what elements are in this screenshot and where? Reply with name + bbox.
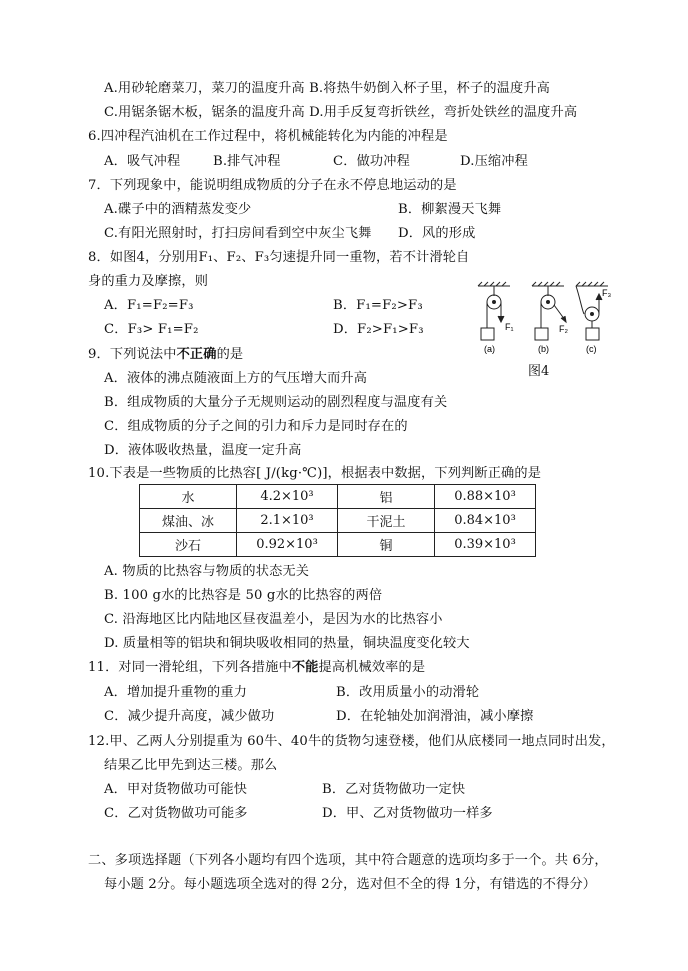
q11-option-b: B．改用质量小的动滑轮 <box>336 685 480 700</box>
table-cell: 0.88×10³ <box>435 485 536 509</box>
table-cell: 0.84×10³ <box>435 509 536 533</box>
q8-option-d: D．F₂>F₁>F₃ <box>333 322 424 337</box>
q12-option-c: C．乙对货物做功可能多 <box>104 806 248 821</box>
q7-stem: 7．下列现象中，能说明组成物质的分子在永不停息地运动的是 <box>88 178 457 193</box>
table-cell: 2.1×10³ <box>237 509 338 533</box>
specific-heat-table <box>139 484 536 557</box>
q10-stem: 10.下表是一些物质的比热容[ J/(kg·℃)]，根据表中数据，下列判断正确的是 <box>88 466 542 481</box>
pulley-c <box>576 286 602 340</box>
q8-option-c: C．F₃> F₁=F₂ <box>104 322 199 337</box>
table-cell: 铝 <box>338 485 435 509</box>
q9-stem-emphasis: 不正确 <box>176 347 217 362</box>
q6-option-b: B.排气冲程 <box>213 154 281 169</box>
q8-stem-line1: 8．如图4，分别用F₁、F₂、F₃匀速提升同一重物，若不计滑轮自 <box>88 250 470 265</box>
figure-label-b: (b) <box>538 344 549 354</box>
q8-option-b: B．F₁=F₂>F₃ <box>333 298 423 313</box>
q10-option-d: D. 质量相等的铝块和铜块吸收相同的热量，铜块温度变化较大 <box>104 636 470 651</box>
table-row <box>140 485 536 509</box>
q11-stem-post: 提高机械效率的是 <box>318 660 426 675</box>
table-cell: 4.2×10³ <box>237 485 338 509</box>
section2-line1: 二、多项选择题（下列各小题均有四个选项，其中符合题意的选项均多于一个。共 6分， <box>88 853 608 868</box>
table-row <box>140 509 536 533</box>
pulley-a <box>481 286 504 340</box>
q9-option-d: D．液体吸收热量，温度一定升高 <box>104 443 302 458</box>
q7-option-d: D．风的形成 <box>398 226 476 241</box>
q8-stem-line2: 身的重力及摩擦，则 <box>88 274 209 289</box>
q7-option-c: C.有阳光照射时，打扫房间看到空中灰尘飞舞 <box>104 226 372 241</box>
table-cell: 干泥土 <box>338 509 435 533</box>
q11-option-c: C．减少提升高度，减少做功 <box>104 709 275 724</box>
q6-option-d: D.压缩冲程 <box>460 154 528 169</box>
figure-caption: 图4 <box>528 364 550 379</box>
q10-option-a: A. 物质的比热容与物质的状态无关 <box>104 564 310 579</box>
force-label-f2: F₂ <box>559 324 568 334</box>
q12-option-d: D．甲、乙对货物做功一样多 <box>322 806 493 821</box>
q10-option-c: C. 沿海地区比内陆地区昼夜温差小，是因为水的比热容小 <box>104 612 443 627</box>
force-label-f1: F₁ <box>505 322 514 332</box>
table-cell: 铜 <box>338 533 435 557</box>
force-label-f3: F₃ <box>602 288 612 298</box>
q8-option-a: A．F₁=F₂=F₃ <box>104 298 194 313</box>
q11-stem-emphasis: 不能 <box>291 660 319 675</box>
table-cell: 0.92×10³ <box>237 533 338 557</box>
q5-option-cd: C.用锯条锯木板，锯条的温度升高 D.用手反复弯折铁丝，弯折处铁丝的温度升高 <box>104 105 578 120</box>
figure-label-a: (a) <box>484 344 495 354</box>
q12-stem-line1: 12.甲、乙两人分别提重为 60牛、40牛的货物匀速登楼，他们从底楼同一地点同时出发， <box>88 734 615 749</box>
section2-line2: 每小题 2分。每小题选项全选对的得 2分，选对但不全的得 1分，有错选的不得分） <box>104 877 597 892</box>
q11-stem-pre: 11．对同一滑轮组，下列各措施中 <box>88 660 292 675</box>
q9-stem <box>88 346 243 364</box>
q6-stem: 6.四冲程汽油机在工作过程中，将机械能转化为内能的冲程是 <box>88 129 448 144</box>
q9-option-c: C．组成物质的分子之间的引力和斥力是同时存在的 <box>104 419 408 434</box>
q11-stem <box>88 659 425 677</box>
q6-option-a: A．吸气冲程 <box>104 154 181 169</box>
q7-option-b: B．柳絮漫天飞舞 <box>398 202 502 217</box>
q12-option-b: B．乙对货物做功一定快 <box>322 782 466 797</box>
table-cell: 水 <box>140 485 237 509</box>
q9-stem-post: 的是 <box>216 347 244 362</box>
q11-option-d: D．在轮轴处加润滑油，减小摩擦 <box>336 709 534 724</box>
q9-option-b: B．组成物质的大量分子无规则运动的剧烈程度与温度有关 <box>104 395 448 410</box>
figure-label-c: (c) <box>586 344 597 354</box>
table-row <box>140 533 536 557</box>
q6-option-c: C．做功冲程 <box>333 154 410 169</box>
q12-stem-line2: 结果乙比甲先到达三楼。那么 <box>104 758 278 773</box>
table-cell: 煤油、冰 <box>140 509 237 533</box>
q12-option-a: A．甲对货物做功可能快 <box>104 782 248 797</box>
q10-option-b: B. 100 g水的比热容是 50 g水的比热容的两倍 <box>104 588 383 603</box>
q9-option-a: A．液体的沸点随液面上方的气压增大而升高 <box>104 371 368 386</box>
ceiling-supports <box>478 282 608 286</box>
q9-stem-pre: 9．下列说法中 <box>88 347 177 362</box>
q11-option-a: A．增加提升重物的重力 <box>104 685 248 700</box>
table-cell: 0.39×10³ <box>435 533 536 557</box>
q5-option-ab: A.用砂轮磨菜刀，菜刀的温度升高 B.将热牛奶倒入杯子里，杯子的温度升高 <box>104 81 550 96</box>
q7-option-a: A.碟子中的酒精蒸发变少 <box>104 202 252 217</box>
table-cell: 沙石 <box>140 533 237 557</box>
